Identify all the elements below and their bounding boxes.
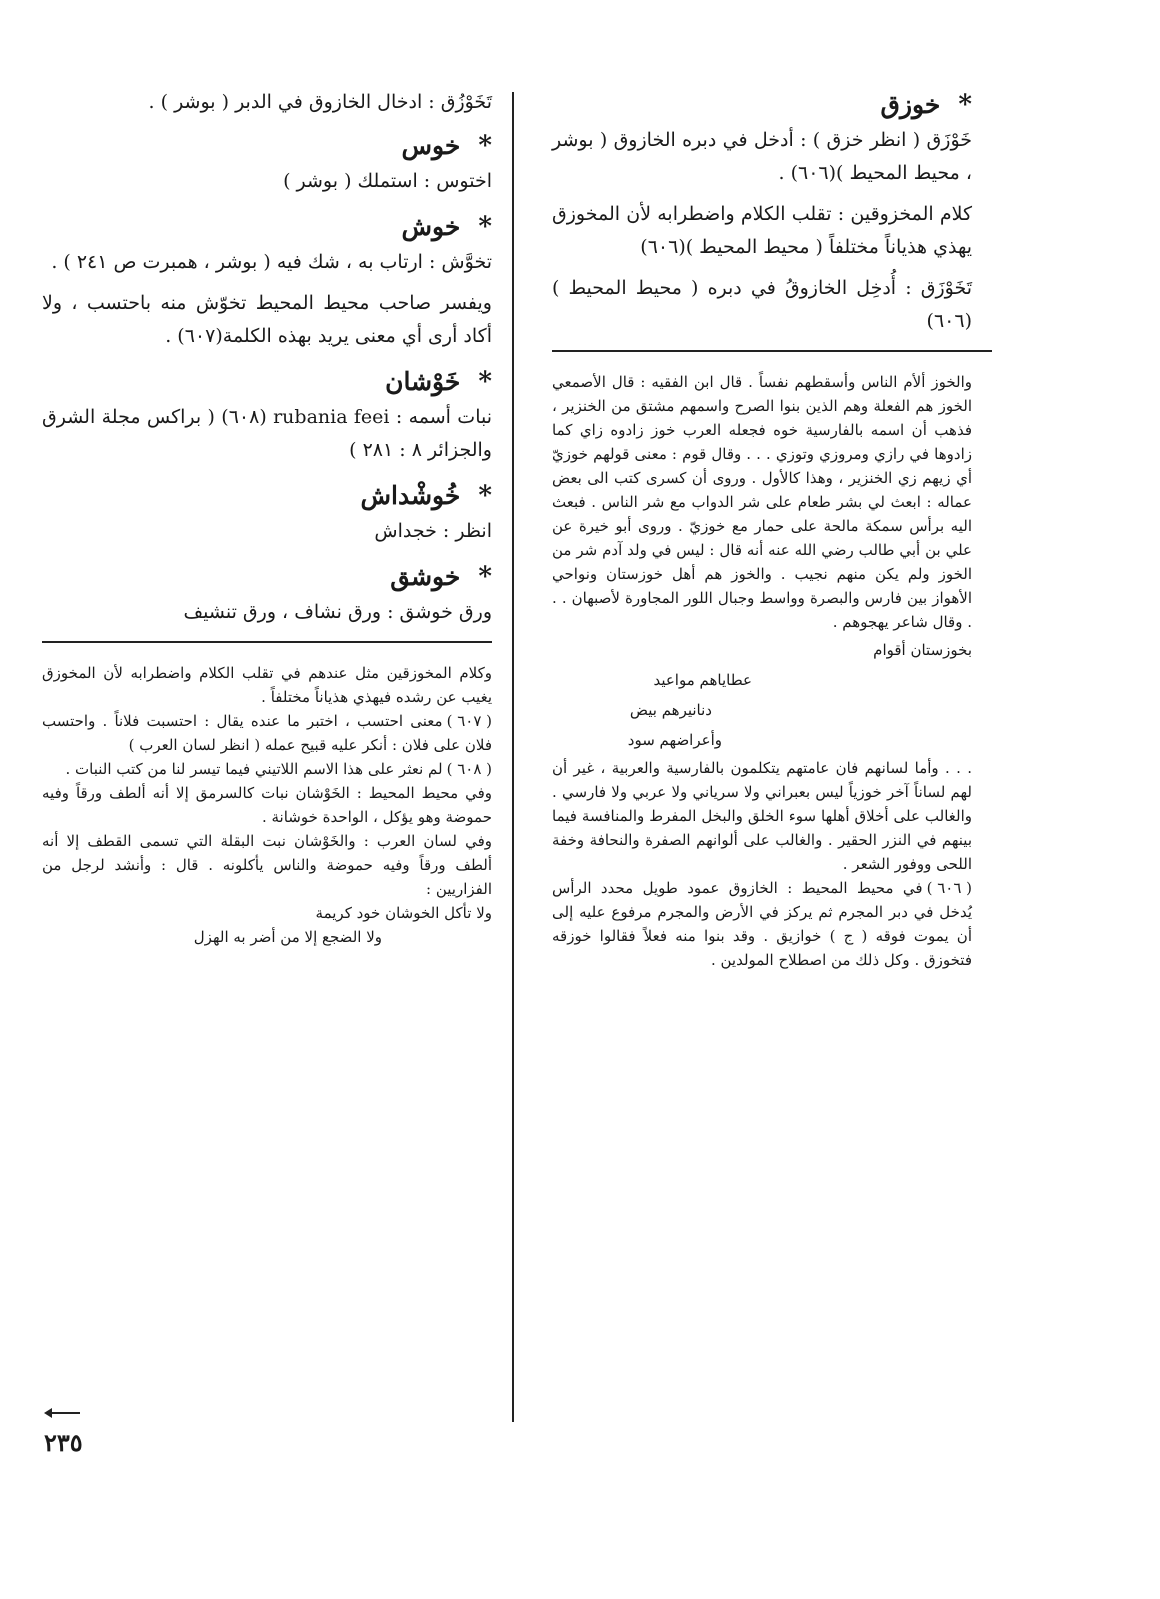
entry-khawshan [42, 363, 492, 467]
entry-heading [552, 86, 972, 124]
footnote-number: ( ٦٠٨ ) [446, 760, 492, 778]
headword: خوس [401, 131, 461, 160]
footnote-608 [42, 757, 492, 781]
entry-heading [42, 208, 492, 246]
entry-heading [42, 477, 492, 515]
footnote-number: ( ٦٠٧ ) [446, 712, 492, 730]
entry-khus [42, 127, 492, 198]
footnote-607 [42, 709, 492, 757]
headword: خوش [401, 212, 461, 241]
definition-paragraph: خَوْزَق ( انظر خزق ) : أدخل في دبره الخازوق ( بوشر ، محيط المحيط )(٦٠٦) . [552, 129, 972, 184]
footnote-number: ( ٦٠٦ ) [926, 879, 972, 897]
verse-line: ولا الضجع إلا من أضر به الهزل [193, 928, 382, 946]
definition-paragraph: نبات أسمه : rubania feei (٦٠٨) ( براكس مجلة الشرق والجزائر ٨ : ٢٨١ ) [42, 406, 493, 461]
entry-khawzaq [552, 86, 972, 338]
verse-line: وأعراضهم سود [627, 731, 722, 749]
entry-khushdash [42, 477, 492, 548]
note-paragraph: والخوز ألأم الناس وأسقطهم نفساً . قال ابن الفقيه : قال الأصمعي الخوز هم الفعلة وهم الذين بنوا الصرح واسمهم مشتق من الخنزير ، فذهب أن اسمه بالفارسية خوه فجعله العرب خوز زادوه زاي كما زادوها في رازي ومروزي وتوزي . . . وقال قوم : معنى قولهم خوزيّ أي زيهم زي الخنزير ، وهذا كالأول . وروى أن كسرى كتب الى بعض عماله : ابعث لي بشر طعام على شر الدواب مع شر الناس . فبعث اليه برأس سمكة مالحة على حمار مع خوزيّ . وروى أبو خيرة عن علي بن أبي طالب رضي الله عنه أنه قال : ليس في ولد آدم شر من الخوز ولم يكن منهم نجيب . والخوز هم أهل خوزستان ونواحي الأهواز بين فارس والبصرة وواسط وجبال اللور المجاورة لأصبهان . . . وقال شاعر يهجوهم . [552, 373, 972, 631]
headword: خُوشْداش [360, 481, 461, 510]
verse-line: عطاياهم مواعيد [653, 671, 752, 689]
entry-khushaq [42, 558, 492, 629]
footnote-text: معنى احتسب ، اختبر ما عنده يقال : احتسبت فلاناً . واحتسب فلان على فلان : أنكر عليه قبيح عمله ( انظر لسان العرب ) [42, 712, 492, 754]
headword: خوشق [390, 562, 461, 591]
asterisk-icon: * [478, 481, 492, 511]
verse-line: ولا تأكل الخوشان خود كريمة [315, 904, 492, 922]
footnote-text: لم نعثر على هذا الاسم اللاتيني فيما تيسر لنا من كتب النبات . [65, 760, 443, 778]
left-column [42, 86, 492, 949]
headword: خوزق [880, 90, 941, 119]
asterisk-icon: * [478, 212, 492, 242]
footnote-text: في محيط المحيط : الخازوق عمود طويل محدد الرأس يُدخل في دبر المجرم ثم يركز في الأرض والمجرم مرفوع عليه إلى أن يموت فوقه ( ج ) خوازيق . وقد بنوا منه فعلاً فقالوا خوزقه فتخوزق . وكل ذلك من اصطلاح المولدين . [552, 879, 972, 969]
asterisk-icon: * [478, 131, 492, 161]
definition-paragraph: ويفسر صاحب محيط المحيط تخوّش منه باحتسب ، ولا أكاد أرى أي معنى يريد بهذه الكلمة(٦٠٧) . [42, 292, 492, 347]
footnote-606 [552, 876, 972, 972]
entry-heading [42, 558, 492, 596]
asterisk-icon: * [478, 562, 492, 592]
entry-heading [42, 127, 492, 165]
continuation-paragraph: تَخَوْزُق : ادخال الخازوق في الدبر ( بوشر ) . [148, 91, 492, 113]
verse-line: دنانيرهم بيض [629, 701, 712, 719]
continuation-arrow-icon [46, 1412, 80, 1414]
headword: خَوْشان [385, 367, 461, 396]
asterisk-icon: * [958, 90, 972, 120]
column-divider [512, 92, 514, 1422]
definition-paragraph: تَخَوْزَق : أُدخِل الخازوقُ في دبره ( محيط المحيط )(٦٠٦) [552, 277, 972, 332]
note-paragraph: وكلام المخوزقين مثل عندهم في تقلب الكلام واضطرابه لأن المخوزق يغيب عن رشده فيهذي هذياناً مختلفاً . [42, 664, 492, 706]
footnote-divider [552, 350, 992, 352]
asterisk-icon: * [478, 367, 492, 397]
definition-paragraph: ورق خوشق : ورق نشاف ، ورق تنشيف [183, 601, 492, 623]
verse-line: بخوزستان أقوام [873, 641, 972, 659]
note-paragraph: وفي محيط المحيط : الخَوْشان نبات كالسرمق إلا أنه ألطف ورقاً وفيه حموضة وهو يؤكل ، الواحدة خوشانة . [42, 784, 492, 826]
definition-paragraph: كلام المخزوقين : تقلب الكلام واضطرابه لأن المخوزق يهذي هذياناً مختلفاً ( محيط المحيط )(٦٠٦) [552, 203, 972, 258]
definition-paragraph: اختوس : استملك ( بوشر ) [283, 170, 492, 192]
entry-heading [42, 363, 492, 401]
definition-paragraph: تخوَّش : ارتاب به ، شك فيه ( بوشر ، همبرت ص ٢٤١ ) . [51, 251, 492, 273]
page-number: ٢٣٥ [44, 1428, 83, 1457]
right-column [552, 86, 972, 972]
entry-khush [42, 208, 492, 353]
note-paragraph: . . . وأما لسانهم فان عامتهم يتكلمون بالفارسية والعربية ، غير أن لهم لساناً آخر خوزياً ليس بعبراني ولا سرياني ولا عربي ولا فارسي . والغالب على أخلاق أهلها سوء الخلق والبخل المفرط والمنافسة فيما بينهم في النزر الحقير . والغالب على ألوانهم الصفرة والنحافة وخفة اللحى ووفور الشعر . [552, 759, 972, 873]
definition-paragraph: انظر : خجداش [374, 520, 492, 542]
note-paragraph: وفي لسان العرب : والخَوْشان نبت البقلة التي تسمى القطف إلا أنه ألطف ورقاً وفيه حموضة والناس يأكلونه . قال : وأنشد لرجل من الفزاريين : [42, 832, 492, 898]
footnote-divider [42, 641, 492, 643]
